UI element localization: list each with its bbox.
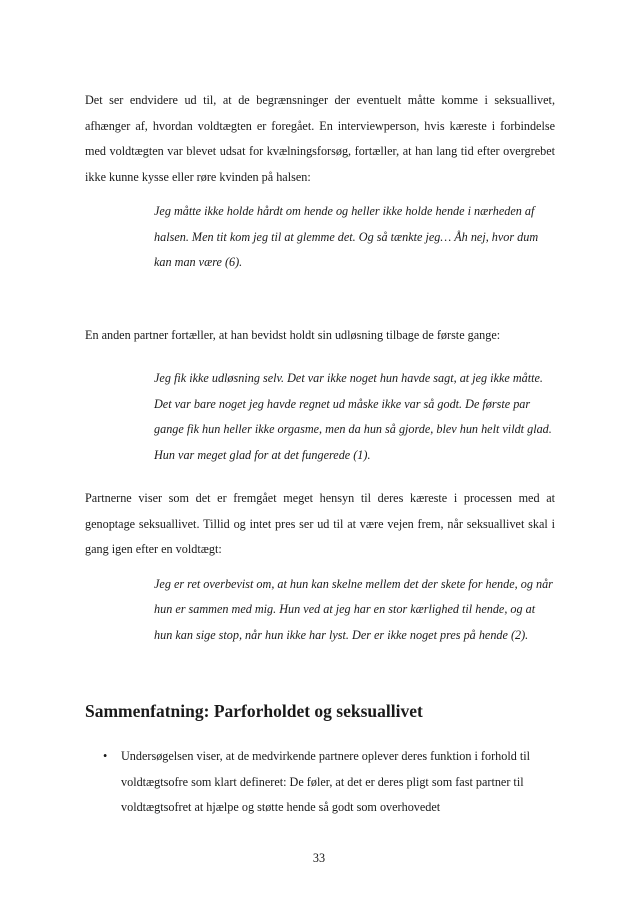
quote-2: Jeg fik ikke udløsning selv. Det var ikke noget hun havde sagt, at jeg ikke måtte. Det var bare noget jeg havde regnet ud måske ikke var så godt. De første par gange fik hun heller ikke orgasme, men da hun så gjorde, blev hun helt vildt glad. Hun var meget glad for at det fungerede (1). [154,371,552,462]
quote-1: Jeg måtte ikke holde hårdt om hende og heller ikke holde hende i nærheden af halsen. Men tit kom jeg til at glemme det. Og så tænkte jeg… Åh nej, hvor dum kan man være (6). [154,204,539,269]
document-page [85,88,555,821]
quote-3: Jeg er ret overbevist om, at hun kan skelne mellem det der skete for hende, og når hun er sammen med mig. Hun ved at jeg har en stor kærlighed til hende, og at hun kan sige stop, når hun ikke har lyst. Der er ikke noget pres på hende (2). [154,576,553,642]
paragraph-1: Det ser endvidere ud til, at de begrænsninger der eventuelt måtte komme i seksuallivet, afhænger af, hvordan voldtægten er foregået. En interviewperson, hvis kæreste i forbindelse med voldtægten var blevet udsat for kvælningsforsøg, fortæller, at han lang tid efter overgrebet ikke kunne kysse eller røre kvinden på halsen: [85,93,555,184]
paragraph-2: En anden partner fortæller, at han bevidst holdt sin udløsning tilbage de første gange: [85,327,501,342]
bullet-icon: • [103,749,108,763]
bullet-text: Undersøgelsen viser, at de medvirkende partnere oplever deres funktion i forhold til voldtægtsofre som klart defineret: De føler, at det er deres pligt som fast partner til voldtægtsofret at hjælpe og støtte hende så godt som overhovedet [121,749,531,814]
page-number: 33 [312,851,326,865]
list-item [85,744,555,821]
paragraph-3: Partnerne viser som det er fremgået meget hensyn til deres kæreste i processen med at genoptage seksuallivet. Tillid og intet pres ser ud til at være vejen frem, når seksuallivet skal i gang igen efter en voldtægt: [85,491,555,556]
section-heading: Sammenfatning: Parforholdet og seksuallivet [85,701,423,721]
summary-bullet-list [85,744,555,821]
